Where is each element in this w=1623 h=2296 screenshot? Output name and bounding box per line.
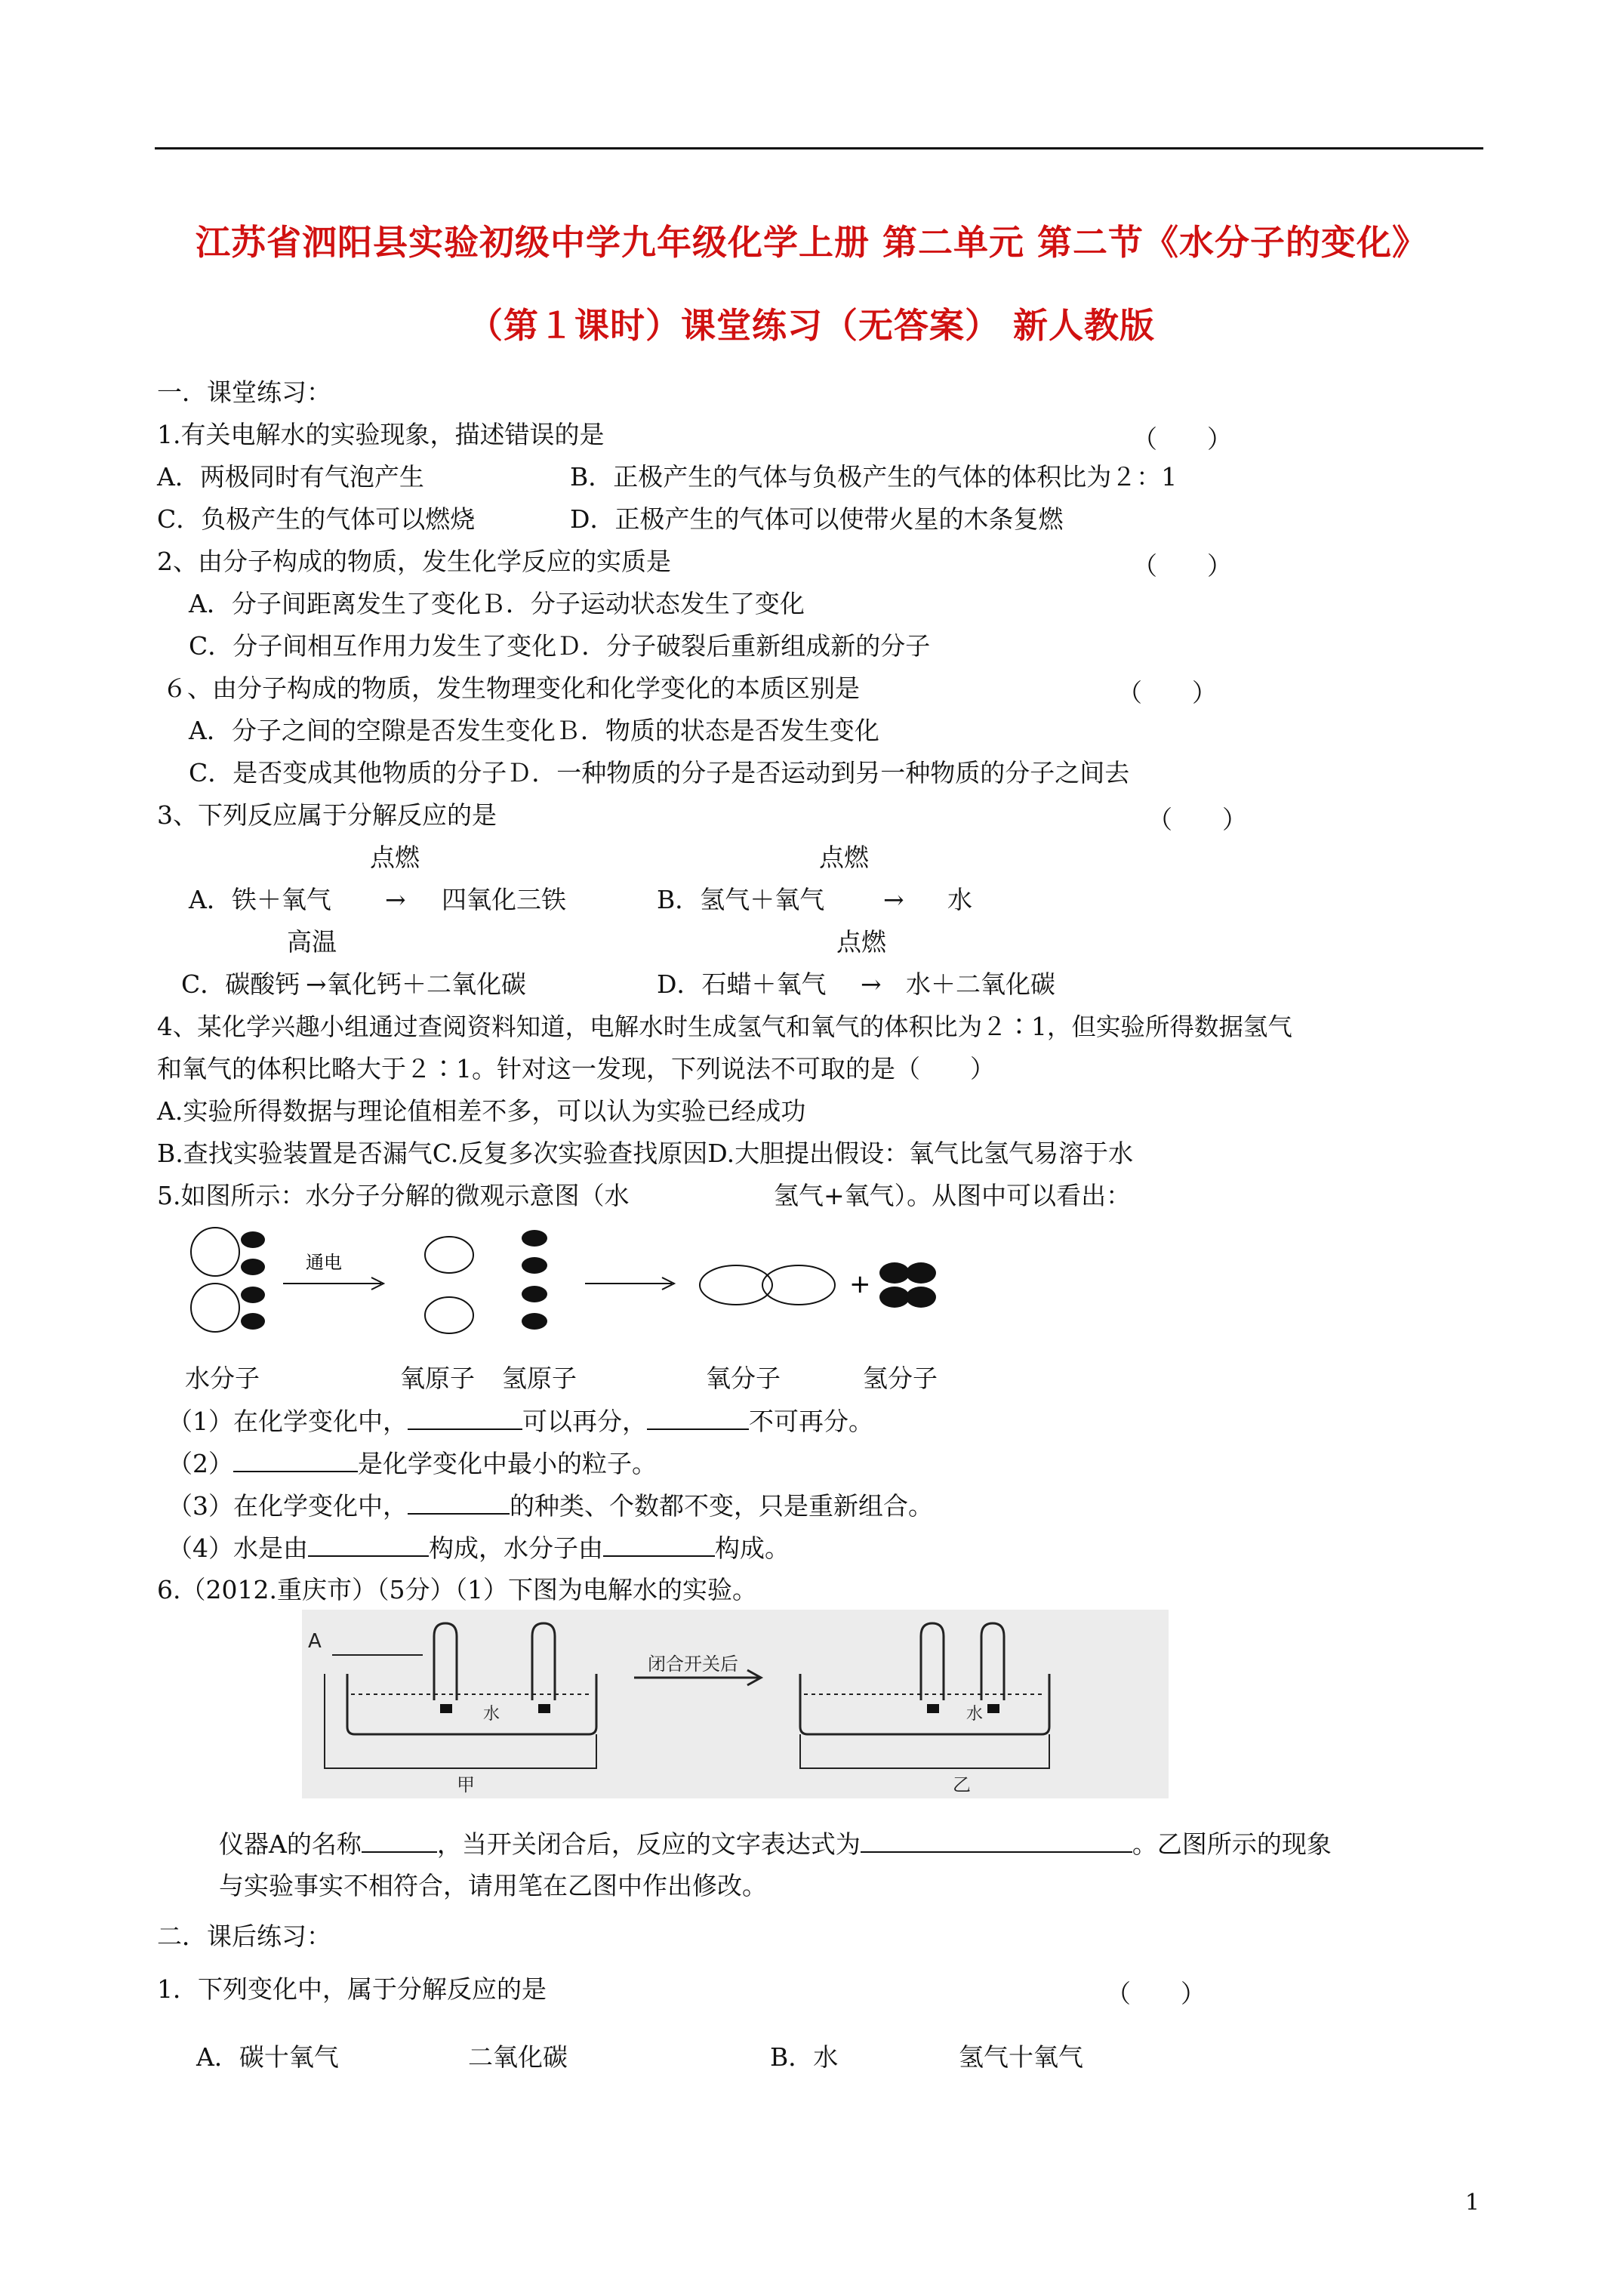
q6-stem: 6.（2012.重庆市）（5分）（1）下图为电解水的实验。: [157, 1575, 757, 1604]
oxygen-molecule: [700, 1265, 772, 1305]
label-water-molecule: 水分子: [185, 1364, 260, 1393]
figure-background: [302, 1610, 1169, 1798]
hydrogen-atom: [241, 1287, 265, 1303]
label-A: A: [308, 1630, 322, 1653]
q6a-stem: ６、由分子构成的物质，发生物理变化和化学变化的本质区别是: [162, 673, 860, 703]
answer-blank[interactable]: [408, 1406, 522, 1430]
q3-product-b: 水: [947, 885, 972, 914]
q2-answer-paren: （ ）: [1132, 551, 1232, 581]
answer-blank[interactable]: [362, 1829, 437, 1853]
hw1-product-a: 二氧化碳: [468, 2042, 568, 2072]
hydrogen-molecule: [879, 1287, 910, 1308]
q4-line-1: 4、某化学兴趣小组通过查阅资料知道，电解水时生成氢气和氧气的体积比为２∶1，但实验所得数据氢气: [157, 1012, 1292, 1041]
electrode-right: [538, 1704, 550, 1713]
hydrogen-molecule: [906, 1262, 936, 1284]
title-line-2: （第１课时）课堂练习（无答案） 新人教版: [467, 305, 1155, 346]
hydrogen-molecule: [879, 1262, 910, 1284]
label-hydrogen-atom: 氢原子: [502, 1364, 577, 1393]
hydrogen-molecule: [906, 1287, 936, 1308]
hydrogen-atom: [522, 1313, 547, 1330]
answer-blank[interactable]: [647, 1406, 749, 1430]
hydrogen-atom: [241, 1231, 265, 1248]
q1-option-a: A．两极同时有气泡产生: [157, 462, 424, 492]
q6a-answer-paren: （ ）: [1117, 678, 1217, 707]
q3-product-c: 氧化钙＋二氧化碳: [327, 969, 526, 999]
q6-answer-line-2: 与实验事实不相符合，请用笔在乙图中作出修改。: [219, 1871, 767, 1900]
q1-answer-paren: （ ）: [1132, 424, 1232, 454]
hw1-option-a: A．碳十氧气: [196, 2042, 339, 2072]
q3-cond-a: 点燃: [370, 843, 420, 872]
label-close-switch: 闭合开关后: [648, 1653, 738, 1675]
hw1-answer-paren: （ ）: [1106, 1979, 1206, 2008]
label-hydrogen-molecule: 氢分子: [863, 1364, 938, 1393]
label-oxygen-atom: 氧原子: [400, 1364, 475, 1393]
hydrogen-atom: [522, 1286, 547, 1302]
q2-options-ab: A．分子间距离发生了变化Ｂ．分子运动状态发生了变化: [189, 589, 805, 618]
section-heading-2: 二．课后练习：: [157, 1922, 331, 1951]
q3-product-a: 四氧化三铁: [442, 885, 566, 914]
q6-answer-line-1: 仪器A的名称 ，当开关闭合后，反应的文字表达式为 。乙图所示的现象: [219, 1829, 1332, 1859]
label-yi: 乙: [953, 1774, 971, 1795]
q5-stem-part1: 5.如图所示：水分子分解的微观示意图（水: [157, 1181, 630, 1210]
page-number: 1: [1464, 2190, 1480, 2216]
electrode-left: [440, 1704, 452, 1713]
q4-option-a: A.实验所得数据与理论值相差不多，可以认为实验已经成功: [157, 1096, 806, 1126]
q5-sub-2: （2） 是化学变化中最小的粒子。: [168, 1449, 657, 1478]
answer-blank[interactable]: [408, 1490, 510, 1515]
label-jia: 甲: [457, 1774, 475, 1795]
q5-stem-part2: 氢气+氧气）。从图中可以看出：: [774, 1181, 1132, 1210]
q3-option-d: D．石蜡＋氧气: [657, 969, 827, 999]
q1-stem: 1.有关电解水的实验现象，描述错误的是: [157, 420, 605, 449]
title-line-1: 江苏省泗阳县实验初级中学九年级化学上册 第二单元 第二节《水分子的变化》: [195, 222, 1428, 263]
hw1-product-b: 氢气十氧气: [959, 2042, 1083, 2072]
answer-blank[interactable]: [603, 1533, 715, 1557]
q3-arrow-a: →: [385, 885, 406, 914]
q2-stem: 2、由分子构成的物质，发生化学反应的实质是: [157, 547, 671, 576]
q3-arrow-c: →: [306, 969, 327, 999]
q5-sub-4: （4）水是由 构成，水分子由 构成。: [168, 1533, 790, 1563]
section-heading-1: 一．课堂练习：: [157, 378, 331, 407]
answer-blank[interactable]: [861, 1829, 1132, 1853]
q4-options-bcd: B.查找实验装置是否漏气C.反复多次实验查找原因D.大胆提出假设：氧气比氢气易溶于水: [157, 1139, 1134, 1168]
oxygen-atom: [425, 1297, 473, 1333]
q2-options-cd: C．分子间相互作用力发生了变化Ｄ．分子破裂后重新组成新的分子: [189, 631, 931, 661]
electrode-right: [987, 1704, 999, 1713]
q4-line-2: 和氧气的体积比略大于２∶1。针对这一发现，下列说法不可取的是（ ）: [157, 1054, 995, 1083]
hydrogen-atom: [241, 1259, 265, 1275]
answer-blank[interactable]: [233, 1448, 358, 1472]
q3-arrow-d: →: [861, 969, 882, 999]
hw1-stem: 1．下列变化中，属于分解反应的是: [157, 1974, 547, 2004]
q3-cond-b: 点燃: [819, 843, 869, 872]
q1-option-b: B．正极产生的气体与负极产生的气体的体积比为２：1: [570, 462, 1178, 492]
q3-cond-c: 高温: [287, 927, 337, 957]
oxygen-molecule: [762, 1265, 835, 1305]
label-oxygen-molecule: 氧分子: [706, 1364, 781, 1393]
hw1-option-b: B．水: [770, 2042, 839, 2072]
answer-blank[interactable]: [308, 1533, 429, 1557]
q6a-options-cd: C．是否变成其他物质的分子Ｄ．一种物质的分子是否运动到另一种物质的分子之间去: [189, 758, 1130, 787]
electrolysis-apparatus-figure: [302, 1610, 1169, 1798]
q3-product-d: 水＋二氧化碳: [906, 969, 1055, 999]
oxygen-atom: [425, 1237, 473, 1273]
hydrogen-atom: [522, 1257, 547, 1274]
label-water-right: 水: [966, 1705, 984, 1724]
q3-arrow-b: →: [883, 885, 904, 914]
q3-stem: 3、下列反应属于分解反应的是: [157, 800, 497, 830]
q1-option-c: C．负极产生的气体可以燃烧: [157, 504, 476, 534]
header-rule: [155, 147, 1483, 149]
label-water-left: 水: [483, 1705, 500, 1724]
q5-sub-1: （1）在化学变化中， 可以再分， 不可再分。: [168, 1407, 873, 1436]
q1-option-d: D．正极产生的气体可以使带火星的木条复燃: [570, 504, 1064, 534]
q3-option-c: C．碳酸钙: [181, 969, 300, 999]
plus-sign: +: [849, 1269, 871, 1299]
q3-option-b: B．氢气＋氧气: [657, 885, 825, 914]
electrode-left: [927, 1704, 939, 1713]
hydrogen-atom: [241, 1313, 265, 1330]
oxygen-atom: [191, 1284, 239, 1332]
q3-cond-d: 点燃: [836, 927, 886, 957]
q3-option-a: A．铁＋氧气: [189, 885, 331, 914]
q3-answer-paren: （ ）: [1147, 805, 1247, 834]
water-decomposition-diagram: [181, 1223, 951, 1336]
hydrogen-atom: [522, 1230, 547, 1247]
q5-sub-3: （3）在化学变化中， 的种类、个数都不变，只是重新组合。: [168, 1491, 933, 1521]
oxygen-atom: [191, 1228, 239, 1276]
q6a-options-ab: A．分子之间的空隙是否发生变化Ｂ．物质的状态是否发生变化: [189, 716, 879, 745]
diagram-condition-label: 通电: [306, 1252, 342, 1273]
